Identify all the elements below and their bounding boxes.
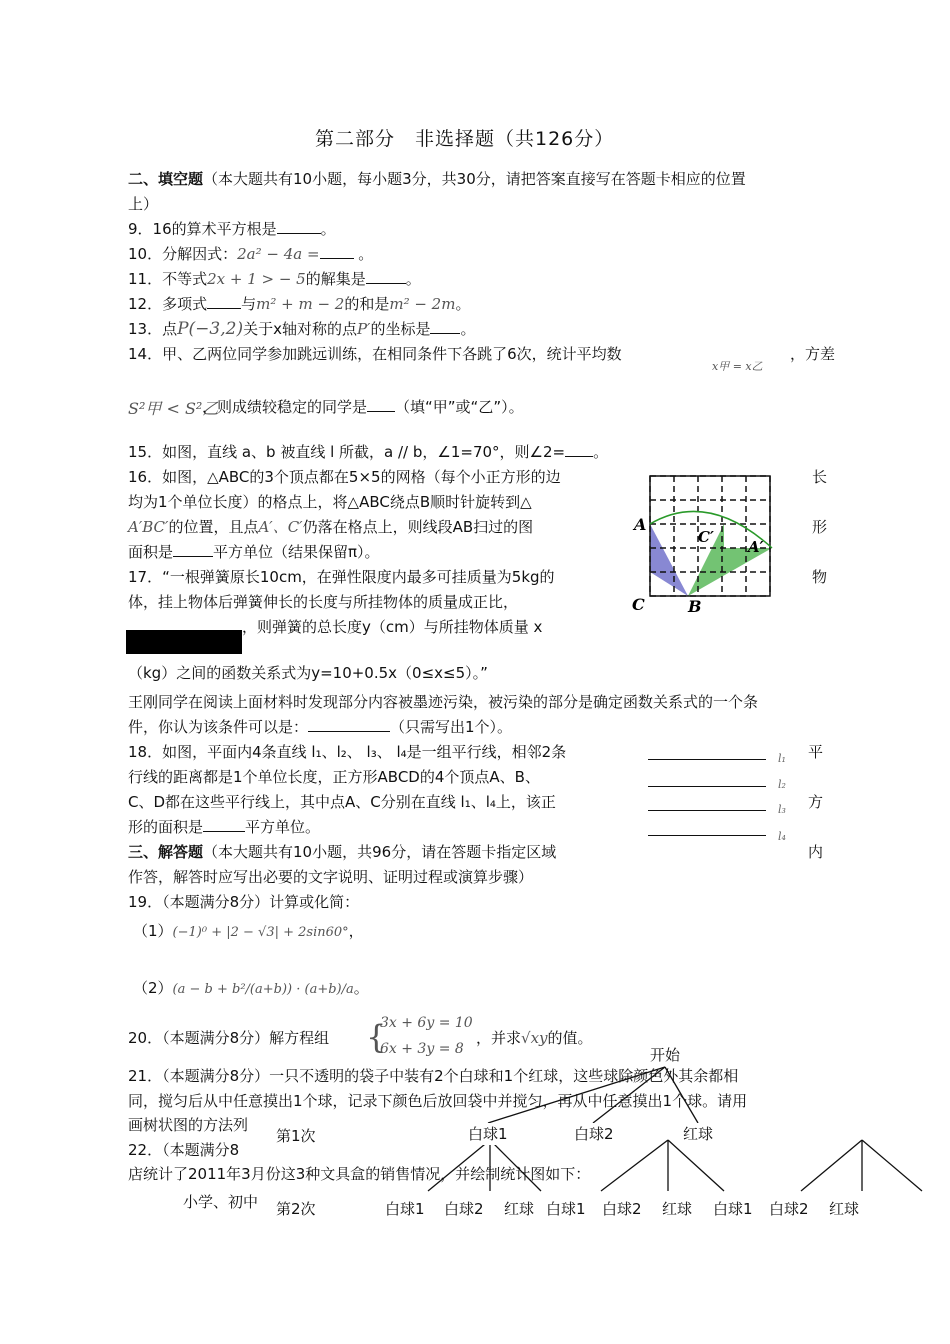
q17-line2: 体，挂上物体后弹簧伸长的长度与所挂物体的质量成正比， <box>128 593 519 611</box>
tree-node-2-2: 白球2 <box>444 1200 484 1218</box>
q20-tail2: 的值。 <box>547 1029 593 1047</box>
label-l1: l₁ <box>778 752 786 765</box>
q13-tail: 的坐标是 <box>370 320 431 338</box>
q16-points: A′、C′ <box>258 518 303 536</box>
q18-line4-text: 形的面积是 <box>128 818 204 836</box>
q19-p2-expression: (a − b + b²/(a+b)) · (a+b)/a <box>172 982 354 997</box>
q17-line5: 王刚同学在阅读上面材料时发现部分内容被墨迹污染，被污染的部分是确定函数关系式的一个条 <box>128 693 759 711</box>
q15-text: 15．如图，直线 a、b 被直线 l 所截，a // b，∠1=70°，则∠2= <box>128 443 566 461</box>
tree-node-1-1: 白球1 <box>468 1125 508 1143</box>
tree-node-2-5: 白球2 <box>602 1200 642 1218</box>
label-l2: l₂ <box>778 778 786 791</box>
brace-icon: { <box>366 1018 387 1056</box>
q21-line1: 21．（本题满分8分）一只不透明的袋子中装有2个白球和1个红球，这些球除颜色外其余都相 <box>128 1067 739 1085</box>
label-c: C <box>632 595 645 614</box>
q20-equation-1: 3x + 6y = 10 <box>380 1015 473 1031</box>
q14-tail: ，方差 <box>790 345 836 363</box>
q18-line1-right: 平 <box>808 743 824 761</box>
q12-label: 12．多项式 <box>128 295 208 313</box>
q19-head: 19．（本题满分8分）计算或化简： <box>128 893 360 911</box>
question-10: 10．分解因式：2a² − 4a = 。 <box>128 245 374 263</box>
q18-line4-tail: 平方单位。 <box>245 818 321 836</box>
q16-line3-right: 形 <box>812 518 828 536</box>
q11-label: 11．不等式 <box>128 270 208 288</box>
q17-line1: 17．“一根弹簧原长10cm，在弹性限度内最多可挂质量为5kg的 <box>128 568 555 586</box>
q21-line3: 画树状图的方法列 <box>128 1116 249 1134</box>
q20-sqrt-expression: √xy <box>521 1029 548 1047</box>
tree-node-2-1: 白球1 <box>385 1200 425 1218</box>
q14-variance-expression: S²甲 < S²乙 <box>128 399 219 418</box>
q10-label: 10．分解因式： <box>128 245 238 263</box>
q14-line2-tail: （填“甲”或“乙”）。 <box>395 398 524 416</box>
q19-p1-tail: ， <box>348 922 364 940</box>
q22-line1: 22．（本题满分8 <box>128 1141 240 1159</box>
q20-head: 20．（本题满分8分）解方程组 <box>128 1029 330 1047</box>
label-c-prime: C′ <box>698 528 714 546</box>
q9-text: 9．16的算术平方根是 <box>128 220 277 238</box>
question-13: 13．点P(−3,2)关于x轴对称的点P′的坐标是 。 <box>128 319 476 339</box>
q14-line2-text: ，则成绩较稳定的同学是 <box>202 398 368 416</box>
label-a: A <box>634 515 647 534</box>
section3-desc-cont: 作答，解答时应写出必要的文字说明、证明过程或演算步骤） <box>128 868 534 886</box>
q16-line3-b: 的位置，且点 <box>168 518 259 536</box>
tree-node-2-7: 白球1 <box>713 1200 753 1218</box>
q19-p2-label: （2） <box>133 979 173 997</box>
question-15: 15．如图，直线 a、b 被直线 l 所截，a // b，∠1=70°，则∠2= 。 <box>128 443 609 461</box>
q16-line2: 均为1个单位长度）的格点上，将△ABC绕点B顺时针旋转到△ <box>128 493 532 511</box>
q13-mid: 关于x轴对称的点 <box>243 320 357 338</box>
section2-desc-cont: 上） <box>128 195 159 213</box>
q16-triangle-name: A′BC′ <box>128 518 169 536</box>
q13-point-prime: P′ <box>356 320 371 338</box>
label-l4: l₄ <box>778 830 786 843</box>
tree-node-2-4: 白球1 <box>546 1200 586 1218</box>
q19-p1-expression: (−1)⁰ + |2 − √3| + 2sin60° <box>172 925 349 940</box>
tree-node-2-9: 红球 <box>829 1200 860 1218</box>
section3-desc: （本大题共有10小题，共96分，请在答题卡指定区域 <box>203 843 557 861</box>
tree-start: 开始 <box>650 1046 681 1064</box>
q21-line2: 同，搅匀后从中任意摸出1个球，记录下颜色后放回袋中并搅匀，再从中任意摸出1个球。请用 <box>128 1092 748 1110</box>
q10-expression: 2a² − 4a = <box>237 245 320 263</box>
q19-p2-tail: 。 <box>353 979 369 997</box>
q13-label: 13．点 <box>128 320 178 338</box>
q22-line2: 店统计了2011年3月份这3种文具盒的销售情况，并绘制统计图如下： <box>128 1165 591 1183</box>
q14-average-expression: x甲 = x乙 <box>712 360 763 373</box>
tree-row2-label: 第2次 <box>270 1198 322 1220</box>
tree-node-1-3: 红球 <box>683 1125 714 1143</box>
tree-row1-label: 第1次 <box>270 1125 322 1147</box>
q19-p1-label: （1） <box>133 922 173 940</box>
tree-node-2-3: 红球 <box>504 1200 535 1218</box>
q16-line4-tail: 平方单位（结果保留π）。 <box>213 543 380 561</box>
section3-heading: 三、解答题 <box>128 843 204 861</box>
q17-line4: （kg）之间的函数关系式为y=10+0.5x（0≤x≤5）。” <box>128 664 488 682</box>
q18-line3-right: 方 <box>808 793 824 811</box>
label-b: B <box>688 597 702 616</box>
question-14-line1: 14．甲、乙两位同学参加跳远训练，在相同条件下各跳了6次，统计平均数 <box>128 345 622 363</box>
q13-point: P(−3,2) <box>177 319 244 339</box>
section2-heading: 二、填空题 <box>128 170 204 188</box>
q20-equation-2: 6x + 3y = 8 <box>380 1041 464 1057</box>
tree-node-2-8: 白球2 <box>769 1200 809 1218</box>
q17-line6-tail: （只需写出1个）。 <box>390 718 513 736</box>
q18-line2: 行线的距离都是1个单位长度，正方形ABCD的4个顶点A、B、 <box>128 768 540 786</box>
section3-desc-right: 内 <box>808 843 824 861</box>
tree-node-2-6: 红球 <box>662 1200 693 1218</box>
label-l3: l₃ <box>778 803 786 816</box>
question-12: 12．多项式 与m² + m − 2的和是m² − 2m。 <box>128 295 471 313</box>
q11-tail: 的解集是 <box>305 270 366 288</box>
q17-line6-text: 件，你认为该条件可以是： <box>128 718 309 736</box>
q16-line1-right: 长 <box>812 468 828 486</box>
section2-desc: （本大题共有10小题，每小题3分，共30分，请把答案直接写在答题卡相应的位置 <box>203 170 746 188</box>
q12-expression-1: m² + m − 2 <box>256 295 345 313</box>
q12-mid2: 的和是 <box>344 295 390 313</box>
tree-node-1-2: 白球2 <box>574 1125 614 1143</box>
q12-mid: 与 <box>241 295 257 313</box>
q20-tail: ，并求 <box>476 1029 522 1047</box>
label-a-prime: A′ <box>748 538 764 556</box>
q22-line3: 小学、初中 <box>183 1193 259 1211</box>
question-9: 9．16的算术平方根是 。 <box>128 220 336 238</box>
q17-line3: ，则弹簧的总长度y（cm）与所挂物体质量 x <box>242 618 543 636</box>
q16-line1: 16．如图，△ABC的3个顶点都在5×5的网格（每个小正方形的边 <box>128 468 561 486</box>
q18-line1: 18．如图，平面内4条直线 l₁、l₂、 l₃、 l₄是一组平行线，相邻2条 <box>128 743 567 761</box>
q11-expression: 2x + 1 > − 5 <box>207 270 306 288</box>
page-title: 第二部分 非选择题（共126分） <box>315 128 615 150</box>
question-11: 11．不等式2x + 1 > − 5的解集是 。 <box>128 270 421 288</box>
q17-line1-right: 物 <box>812 568 828 586</box>
q12-expression-2: m² − 2m <box>389 295 456 313</box>
q16-line4-text: 面积是 <box>128 543 174 561</box>
q18-line3: C、D都在这些平行线上，其中点A、C分别在直线 l₁、l₄上，该正 <box>128 793 556 811</box>
q16-line3-d: 仍落在格点上，则线段AB扫过的图 <box>302 518 534 536</box>
